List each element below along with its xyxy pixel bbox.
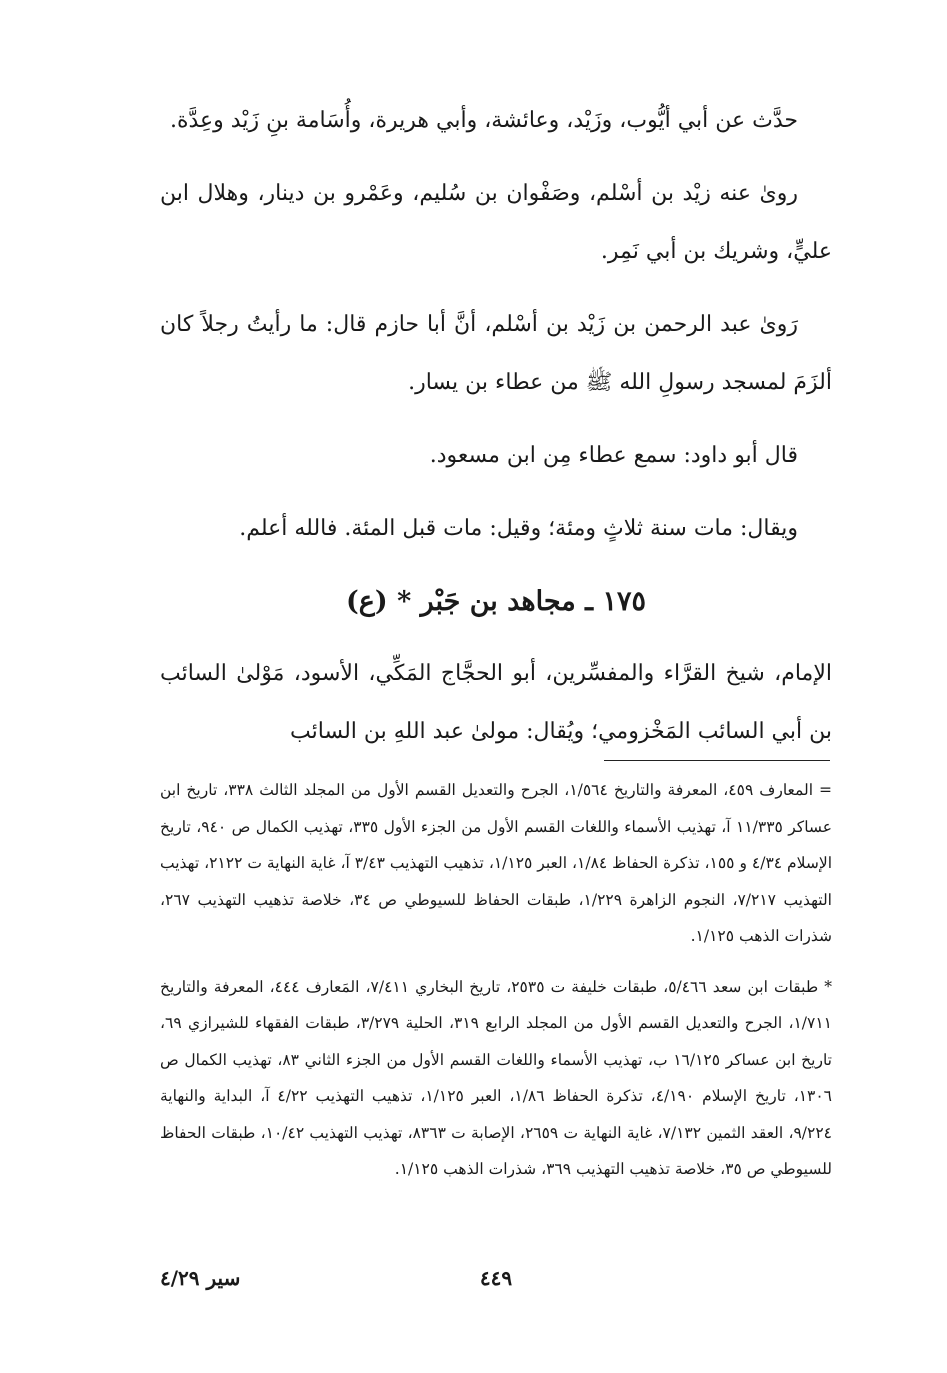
body-paragraph-5: ويقال: مات سنة ثلاثٍ ومئة؛ وقيل: مات قبل المئة. فالله أعلم.	[239, 516, 798, 541]
body-paragraph-4: قال أبو داود: سمع عطاء مِن ابن مسعود.	[429, 443, 798, 468]
printer-signature: سير ٤/٢٩	[160, 1266, 241, 1290]
page-number: ٤٤٩	[479, 1266, 513, 1290]
biography-intro-paragraph: الإمام، شيخ القرَّاء والمفسِّرين، أبو الحجَّاج المَكِّي، الأسود، مَوْلىٰ السائب بن أبي السائب المَخْزومي؛ ويُقال: مولىٰ عبد اللهِ بن السائب	[160, 661, 832, 744]
footnote-continued: = المعارف ٤٥٩، المعرفة والتاريخ ١/٥٦٤، الجرح والتعديل القسم الأول من المجلد الثالث ٣٣٨، تاريخ ابن عساكر ١١/٣٣٥ آ، تهذيب الأسماء واللغات القسم الأول من الجزء الأول ٣٣٥، تهذيب الكمال ص ٩٤٠، تاريخ الإسلام ٤/٣٤ و ١٥٥، تذكرة الحفاظ ١/٨٤، العبر ١/١٢٥، تذهيب التهذيب ٣/٤٣ آ، غاية النهاية ت ٢١٢٢، تهذيب التهذيب ٧/٢١٧، النجوم الزاهرة ١/٢٢٩، طبقات الحفاظ للسيوطي ص ٣٤، خلاصة تذهيب التهذيب ٢٦٧، شذرات الذهب ١/١٢٥.	[160, 781, 833, 945]
footnote-star: * طبقات ابن سعد ٥/٤٦٦، طبقات خليفة ت ٢٥٣٥، تاريخ البخاري ٧/٤١١، المَعارف ٤٤٤، المعرفة والتاريخ ١/٧١١، الجرح والتعديل القسم الأول من المجلد الرابع ٣١٩، الحلية ٣/٢٧٩، طبقات الفقهاء للشيرازي ٦٩، تاريخ ابن عساكر ١٦/١٢٥ ب، تهذيب الأسماء واللغات القسم الأول من الجزء الثاني ٨٣، تهذيب الكمال ص ١٣٠٦، تاريخ الإسلام ٤/١٩٠، تذكرة الحفاظ ١/٨٦، العبر ١/١٢٥، تذهيب التهذيب ٤/٢٢ آ، البداية والنهاية ٩/٢٢٤، العقد الثمين ٧/١٣٢، غاية النهاية ت ٢٦٥٩، الإصابة ت ٨٣٦٣، تهذيب التهذيب ١٠/٤٢، طبقات الحفاظ للسيوطي ص ٣٥، خلاصة تذهيب التهذيب ٣٦٩، شذرات الذهب ١/١٢٥.	[160, 977, 833, 1178]
biography-heading: ١٧٥ ـ مجاهد بن جَبْر * (ع)	[346, 586, 646, 617]
body-paragraph-1: حدَّث عن أبي أيُّوب، وزَيْد، وعائشة، وأبي هريرة، وأُسَامة بنِ زَيْد وعِدَّة.	[169, 108, 798, 133]
body-paragraph-2: روىٰ عنه زيْد بن أسْلم، وصَفْوان بن سُليم، وعَمْرو بن دينار، وهلال ابن عليٍّ، وشريك بن أبي نَمِر.	[160, 181, 832, 264]
page-footer	[160, 1258, 832, 1298]
footnote-separator	[604, 760, 830, 761]
body-paragraph-3: رَوىٰ عبد الرحمن بن زَيْد بن أسْلم، أنَّ أبا حازم قال: ما رأيتُ رجلاً كان ألزَمَ لمسجد رسولِ الله ﷺ من عطاء بن يسار.	[160, 312, 832, 395]
main-text	[160, 92, 832, 776]
footnotes	[160, 772, 832, 1202]
